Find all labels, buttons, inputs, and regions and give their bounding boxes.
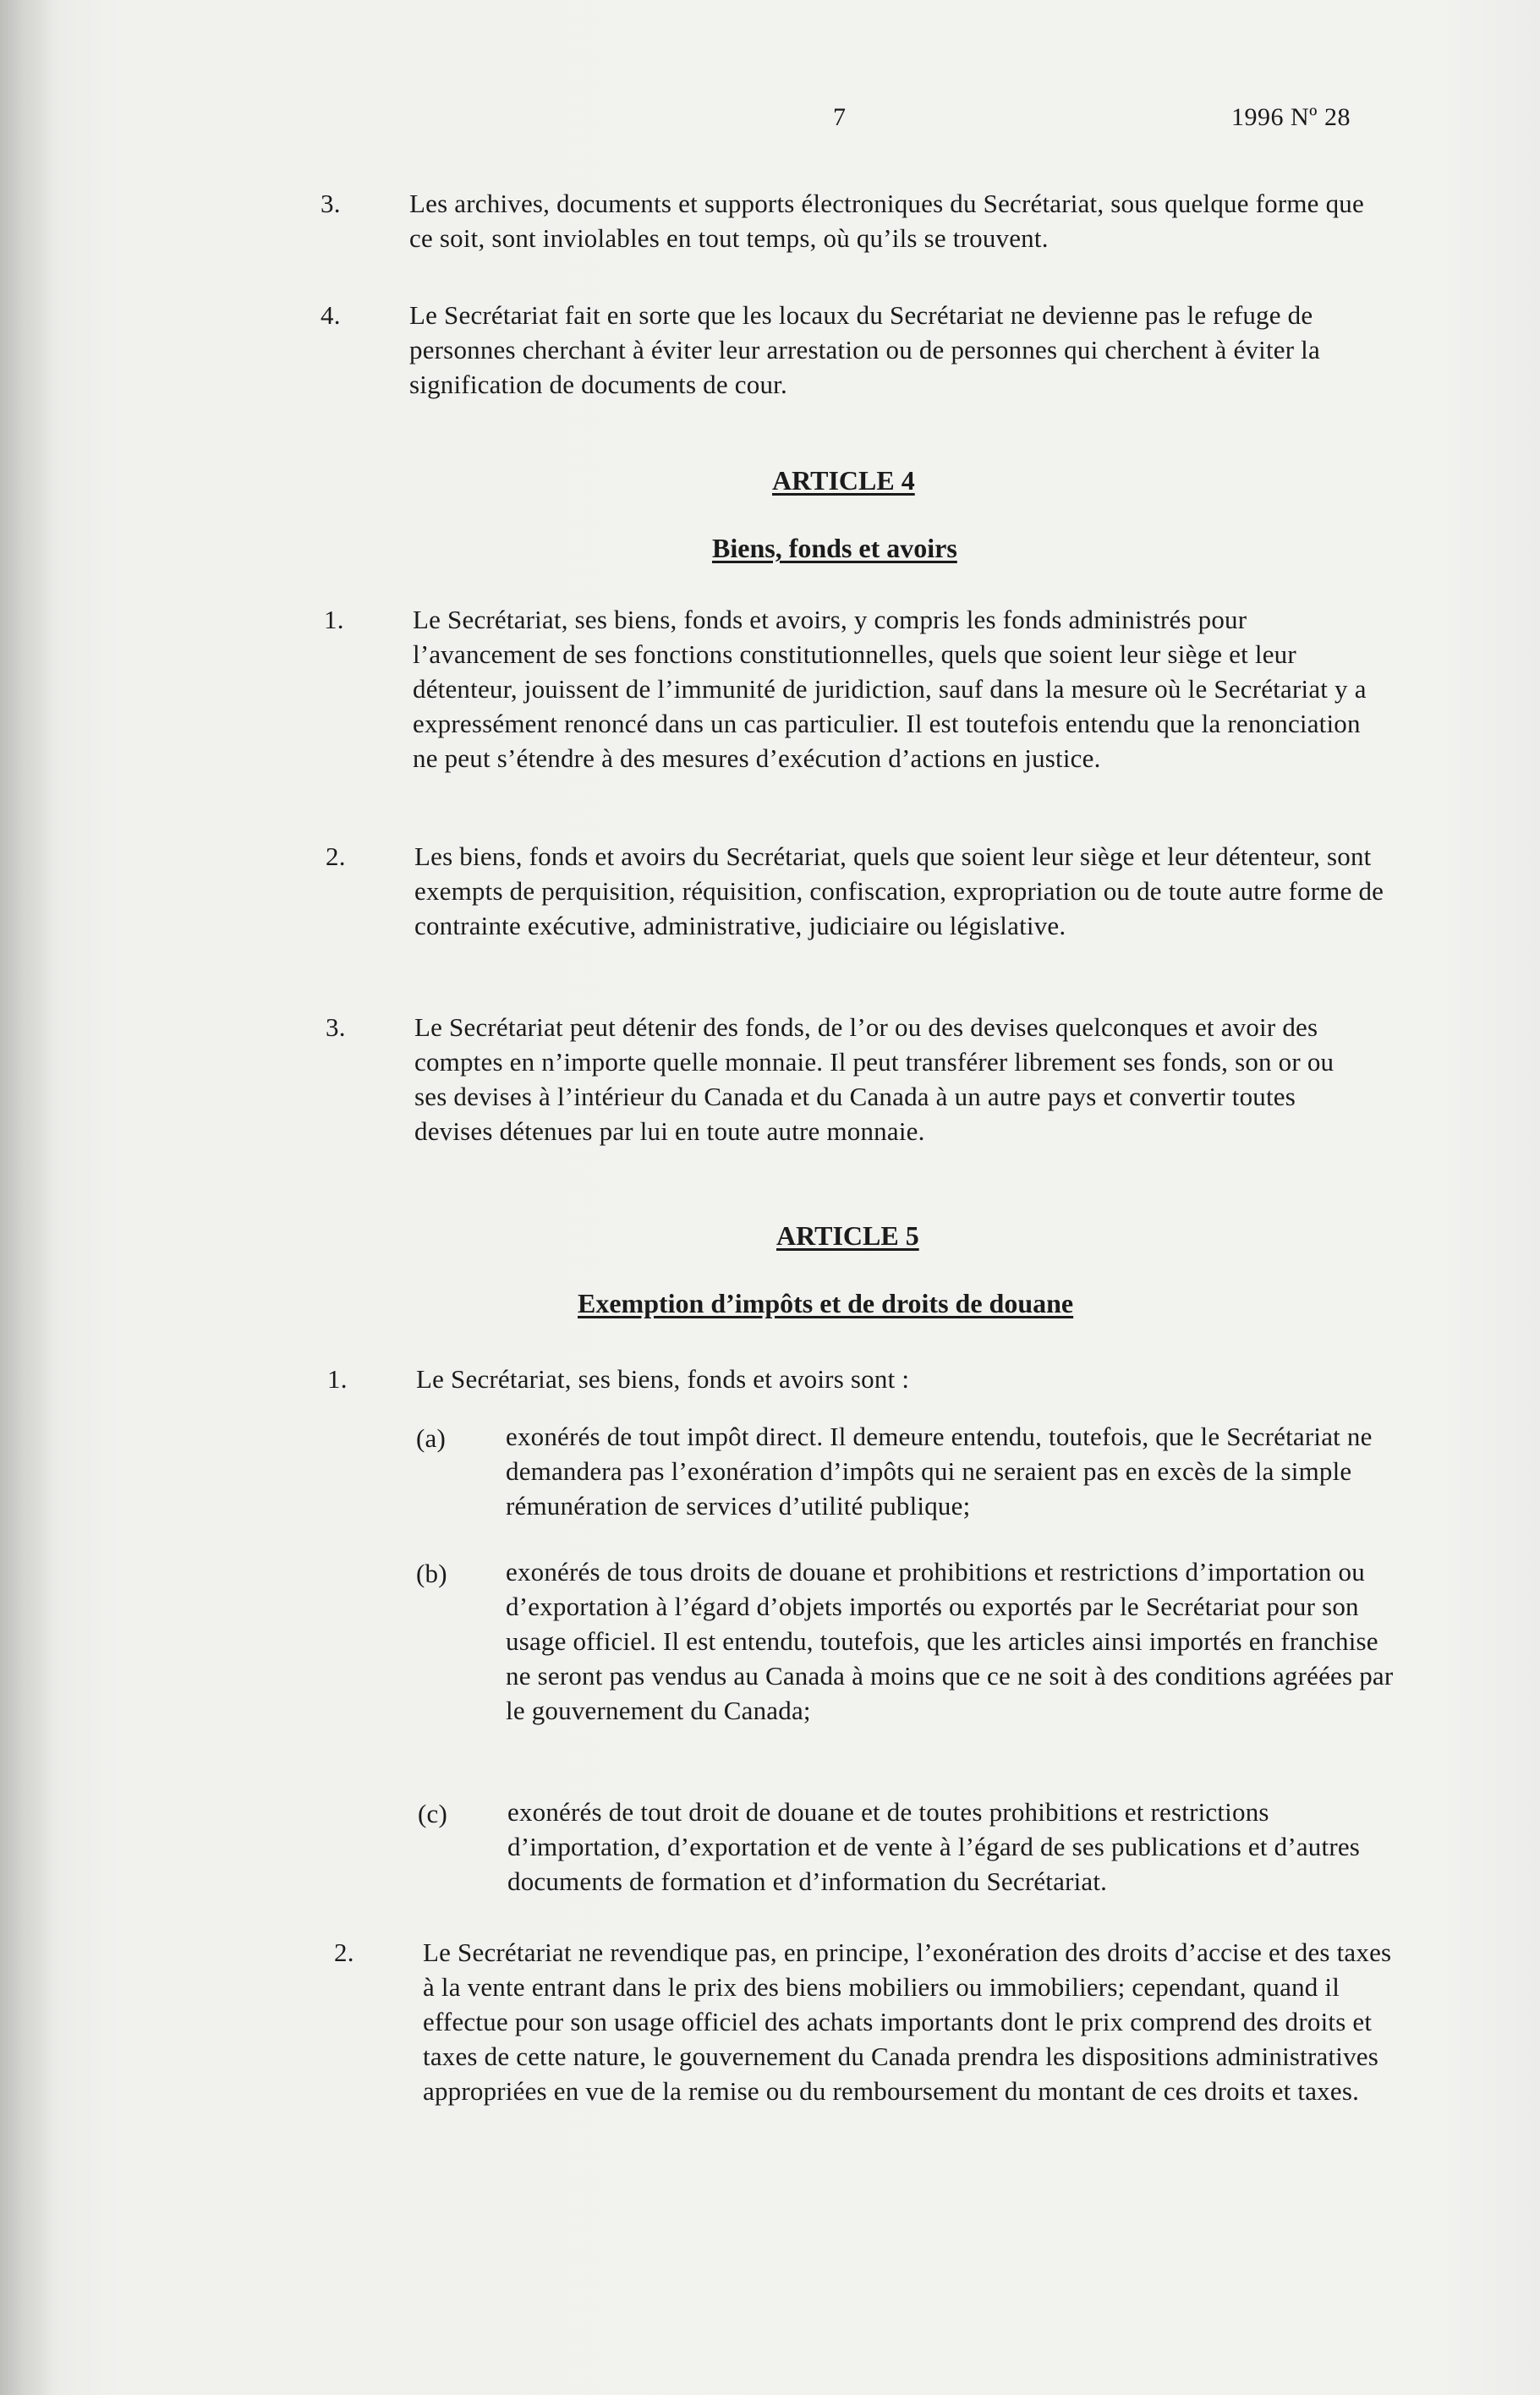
page-number: 7 — [833, 103, 847, 131]
paragraph-text: Les archives, documents et supports électroniques du Secrétariat, sous quelque forme que ce soit, sont inviolables en tout temps, où qu’ils se trouvent. — [409, 189, 1364, 253]
paragraph-4 — [321, 298, 1351, 402]
paragraph-number: 3. — [326, 1012, 346, 1042]
item-b — [416, 1554, 1394, 1728]
paragraph-number: 1. — [324, 605, 344, 634]
statute-reference: 1996 Nº 28 — [1231, 103, 1351, 131]
paragraph-text: Le Secrétariat ne revendique pas, en principe, l’exonération des droits d’accise et des taxes à la vente entrant dans le prix des biens mobiliers ou immobiliers; cependant, quand il effectue pour son usage officiel des achats importants dont le prix comprend des droits et taxes de cette nature, le gouvernement du Canada prendra les dispositions administratives appropriées en vue de la remise ou du remboursement du montant de ces droits et taxes. — [423, 1937, 1392, 2106]
article-4-title: ARTICLE 4 — [772, 465, 915, 496]
article-4-paragraph-2 — [326, 839, 1387, 943]
item-text: exonérés de tout droit de douane et de toutes prohibitions et restrictions d’importation, d’exportation et de vente à l’égard de ses publications et d’autres documents de formation et d’information du Secrétariat. — [507, 1797, 1361, 1896]
article-5-paragraph-2 — [334, 1935, 1395, 2108]
item-c — [418, 1795, 1391, 1899]
binding-shadow — [0, 0, 51, 2395]
paragraph-text: Le Secrétariat peut détenir des fonds, de l’or ou des devises quelconques et avoir des comptes en n’importe quelle monnaie. Il peut transférer librement ses fonds, son or ou ses devises à l’intérieur du Canada et du Canada à un autre pays et convertir toutes devises détenues par lui en toute autre monnaie. — [414, 1012, 1334, 1146]
paragraph-number: 3. — [321, 189, 341, 218]
paragraph-number: 4. — [321, 300, 341, 330]
article-5-title: ARTICLE 5 — [776, 1220, 919, 1251]
item-text: exonérés de tout impôt direct. Il demeure entendu, toutefois, que le Secrétariat ne demandera pas l’exonération d’impôts qui ne seraient pas en excès de la simple rémunération de services d’utilité publique; — [506, 1422, 1373, 1521]
paragraph-number: 1. — [327, 1364, 348, 1394]
paragraph-text: Le Secrétariat, ses biens, fonds et avoirs, y compris les fonds administrés pour l’avancement de ses fonctions constitutionnelles, quels que soient leur siège et leur détenteur, jouissent de l’immunité de juridiction, sauf dans la mesure où le Secrétariat y a expressément renoncé dans un cas particulier. Il est toutefois entendu que la renonciation ne peut s’étendre à des mesures d’exécution d’actions en justice. — [413, 605, 1367, 773]
article-4-paragraph-3 — [326, 1010, 1372, 1148]
paragraph-number: 2. — [326, 841, 346, 871]
article-4-paragraph-1 — [324, 602, 1389, 775]
paragraph-text: Le Secrétariat, ses biens, fonds et avoirs sont : — [416, 1364, 910, 1394]
paragraph-text: Le Secrétariat fait en sorte que les locaux du Secrétariat ne devienne pas le refuge de personnes cherchant à éviter leur arrestation ou de personnes qui cherchent à éviter la signification de documents de cour. — [409, 300, 1320, 399]
paragraph-3 — [321, 186, 1387, 255]
item-label: (c) — [418, 1799, 448, 1828]
item-text: exonérés de tous droits de douane et prohibitions et restrictions d’importation ou d’exportation à l’égard d’objets importés ou exportés par le Secrétariat pour son usage officiel. Il est entendu, toutefois, que les articles ainsi importés en franchise ne seront pas vendus au Canada à moins que ce ne soit à des conditions agréées par le gouvernement du Canada; — [506, 1557, 1394, 1725]
paragraph-number: 2. — [334, 1937, 354, 1967]
article-5-paragraph-1 — [327, 1362, 1346, 1396]
item-a — [416, 1419, 1394, 1523]
article-5-subtitle: Exemption d’impôts et de droits de douane — [578, 1288, 1074, 1318]
item-label: (a) — [416, 1423, 447, 1453]
item-label: (b) — [416, 1559, 447, 1588]
paragraph-text: Les biens, fonds et avoirs du Secrétariat, quels que soient leur siège et leur détenteur, sont exempts de perquisition, réquisition, confiscation, expropriation ou de toute autre forme de contrainte exécutive, administrative, judiciaire ou législative. — [414, 841, 1384, 940]
article-4-subtitle: Biens, fonds et avoirs — [712, 533, 957, 563]
